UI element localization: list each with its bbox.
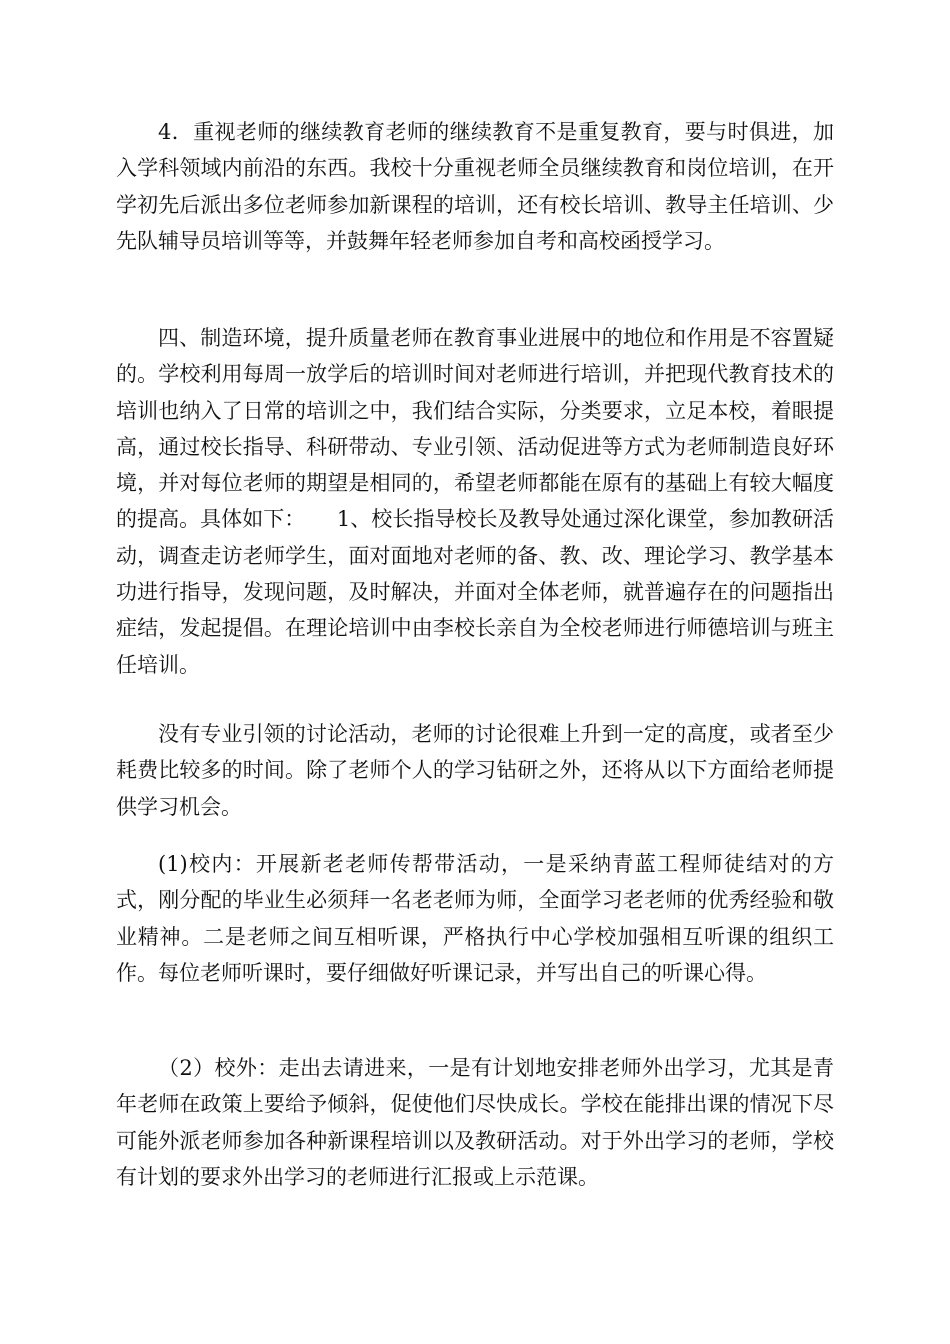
paragraph-professional-guidance: 没有专业引领的讨论活动，老师的讨论很难上升到一定的高度，或者至少耗费比较多的时间。除了老师个人的学习钻研之外，还将从以下方面给老师提供学习机会。: [116, 722, 834, 819]
paragraph-in-school-training: (1)校内：开展新老老师传帮带活动，一是采纳青蓝工程师徒结对的方式，刚分配的毕业生必须拜一名老老师为师，全面学习老老师的优秀经验和敬业精神。二是老师之间互相听课，严格执行中心学校加强相互听课的组织工作。每位老师听课时，要仔细做好听课记录，并写出自己的听课心得。: [116, 852, 834, 985]
paragraph-create-environment: 四、制造环境，提升质量老师在教育事业进展中的地位和作用是不容置疑的。学校利用每周一放学后的培训时间对老师进行培训，并把现代教育技术的培训也纳入了日常的培训之中，我们结合实际，分类要求，立足本校，着眼提高，通过校长指导、科研带动、专业引领、活动促进等方式为老师制造良好环境，并对每位老师的期望是相同的，希望老师都能在原有的基础上有较大幅度的提高。具体如下： 1、校长指导校长及教导处通过深化课堂，参加教研活动，调查走访老师学生，面对面地对老师的备、教、改、理论学习、教学基本功进行指导，发现问题，及时解决，并面对全体老师，就普遍存在的问题指出症结，发起提倡。在理论培训中由李校长亲自为全校老师进行师德培训与班主任培训。: [116, 326, 834, 677]
paragraph-off-school-training: （2）校外：走出去请进来，一是有计划地安排老师外出学习，尤其是青年老师在政策上要给予倾斜，促使他们尽快成长。学校在能排出课的情况下尽可能外派老师参加各种新课程培训以及教研活动。对于外出学习的老师，学校有计划的要求外出学习的老师进行汇报或上示范课。: [116, 1056, 834, 1189]
paragraph-continuing-education: 4．重视老师的继续教育老师的继续教育不是重复教育，要与时俱进，加入学科领域内前沿的东西。我校十分重视老师全员继续教育和岗位培训，在开学初先后派出多位老师参加新课程的培训，还有校长培训、教导主任培训、少先队辅导员培训等等，并鼓舞年轻老师参加自考和高校函授学习。: [116, 120, 834, 253]
